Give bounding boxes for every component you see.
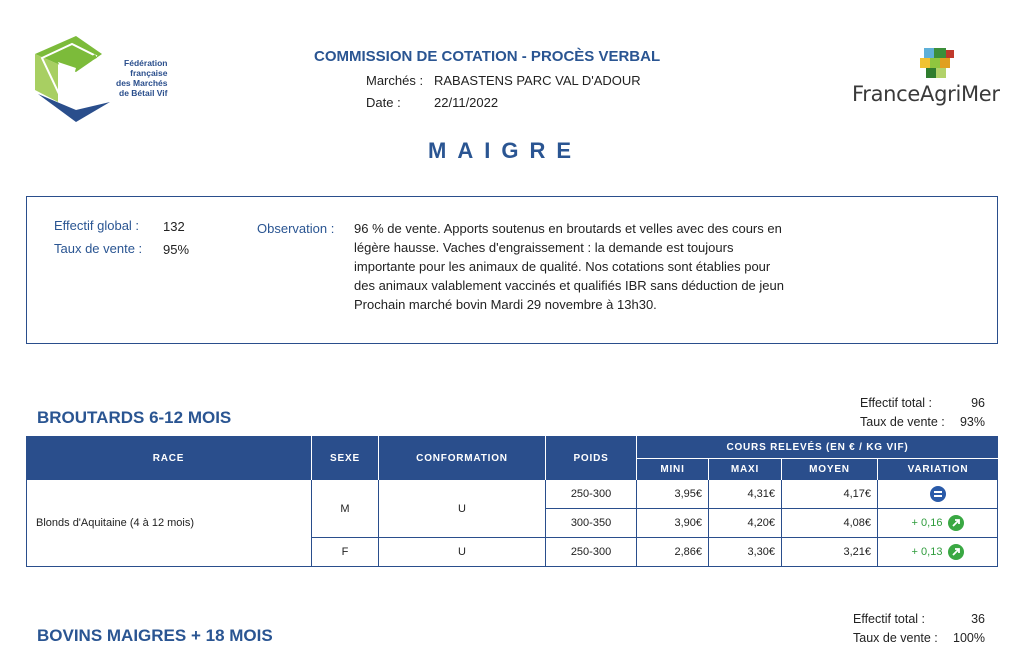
header-race: RACE xyxy=(26,436,311,480)
taux-vente-value: 95% xyxy=(163,242,190,257)
broutards-taux-label: Taux de vente : xyxy=(860,415,945,429)
ffm-logo-line: Fédération xyxy=(124,58,168,68)
bovins-taux-value: 100% xyxy=(953,631,985,645)
effectif-global-label: Effectif global : xyxy=(54,218,140,233)
effectif-global-value: 132 xyxy=(163,219,185,234)
franceagrimer-logo-icon xyxy=(918,46,958,84)
variation-value: + 0,13 xyxy=(911,546,943,558)
ffm-logo-line: des Marchés xyxy=(116,78,168,88)
moyen-cell: 3,21€ xyxy=(843,546,871,558)
observation-text: 96 % de vente. Apports soutenus en broutards et velles avec des cours en légère hausse. Vaches d'engraissement : la demande est toujours importante pour les animaux de qualité. Nos cotations sont établies pour des animaux valablement vaccinés et qualifiés IBR sans déduction de jeun Prochain marché bovin Mardi 29 novembre à 13h30. xyxy=(354,221,784,312)
poids-cell: 250-300 xyxy=(570,488,612,500)
bovins-effectif-label: Effectif total : xyxy=(853,612,926,626)
variation-cell xyxy=(878,480,998,508)
poids-cell: 250-300 xyxy=(570,546,612,558)
ffm-logo-line: de Bétail Vif xyxy=(119,88,168,98)
franceagrimer-logo xyxy=(852,44,1002,114)
maxi-cell: 4,20€ xyxy=(747,517,775,529)
poids-cell: 300-350 xyxy=(570,517,612,529)
section-title: MAIGRE xyxy=(428,138,582,163)
marches-label: Marchés : xyxy=(366,73,424,88)
broutards-effectif-value: 96 xyxy=(971,396,985,410)
sexe-cell: F xyxy=(341,546,349,558)
header-mini: MINI xyxy=(637,459,708,480)
header-maxi: MAXI xyxy=(709,459,781,480)
header-variation: VARIATION xyxy=(878,459,998,480)
taux-vente-label: Taux de vente : xyxy=(54,241,143,256)
moyen-cell: 4,17€ xyxy=(843,488,871,500)
bovins-taux-label: Taux de vente : xyxy=(853,631,938,645)
ffm-logo-line: française xyxy=(130,68,168,78)
franceagrimer-wordmark: FranceAgriMer xyxy=(852,82,1000,106)
broutards-heading: BROUTARDS 6-12 MOIS xyxy=(37,408,232,427)
cotation-table xyxy=(26,436,998,567)
header-sexe: SEXE xyxy=(312,436,378,480)
observation-label: Observation : xyxy=(257,221,335,236)
header-moyen: MOYEN xyxy=(782,459,877,480)
mini-cell: 3,90€ xyxy=(674,517,702,529)
moyen-cell: 4,08€ xyxy=(843,517,871,529)
arrow-up-right-icon xyxy=(948,544,964,560)
broutards-taux-value: 93% xyxy=(959,415,985,429)
header-conformation: CONFORMATION xyxy=(379,436,545,480)
maxi-cell: 3,30€ xyxy=(747,546,775,558)
sexe-cell: M xyxy=(340,502,350,515)
header-cours: COURS RELEVÉS (EN € / KG VIF) xyxy=(637,436,998,458)
marches-value: RABASTENS PARC VAL D'ADOUR xyxy=(434,73,641,88)
race-cell: Blonds d'Aquitaine (4 à 12 mois) xyxy=(36,517,195,529)
document-title: COMMISSION DE COTATION - PROCÈS VERBAL xyxy=(314,48,661,65)
conformation-cell: U xyxy=(458,546,466,558)
mini-cell: 3,95€ xyxy=(674,488,702,500)
equal-icon xyxy=(930,486,946,502)
mini-cell: 2,86€ xyxy=(674,546,702,558)
variation-cell xyxy=(878,509,998,537)
federation-logo xyxy=(30,32,172,126)
bovins-heading: BOVINS MAIGRES + 18 MOIS xyxy=(37,626,273,645)
arrow-up-right-icon xyxy=(948,515,964,531)
variation-value: + 0,16 xyxy=(911,517,943,529)
bovins-effectif-value: 36 xyxy=(971,612,985,626)
date-label: Date : xyxy=(366,95,401,110)
variation-cell xyxy=(878,538,998,566)
header-poids: POIDS xyxy=(546,436,636,480)
broutards-effectif-label: Effectif total : xyxy=(860,396,933,410)
conformation-cell: U xyxy=(458,502,466,515)
date-value: 22/11/2022 xyxy=(434,95,499,110)
maxi-cell: 4,31€ xyxy=(747,488,775,500)
